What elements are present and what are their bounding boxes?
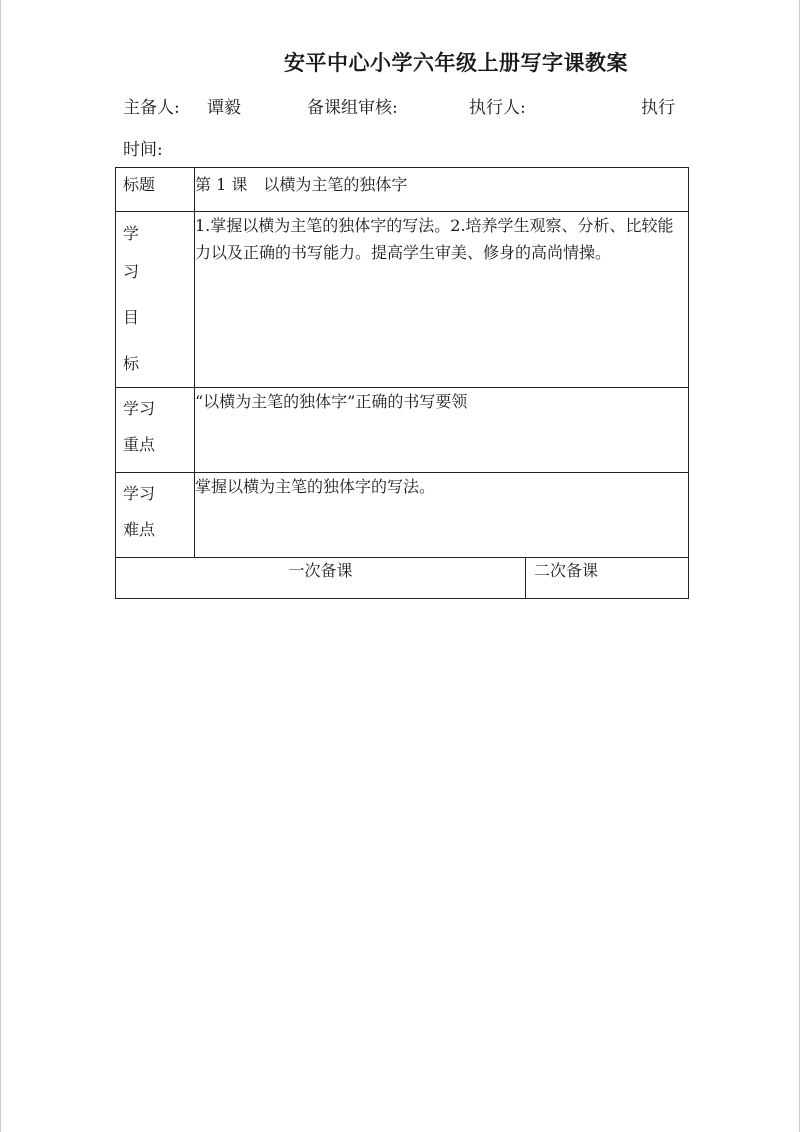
table-row-key-points xyxy=(116,388,689,473)
second-preparation-header: 二次备课 xyxy=(526,558,689,599)
table-row-title xyxy=(116,168,689,212)
exec-time-label-part2: 时间: xyxy=(123,140,163,160)
goals-label-char: 习 xyxy=(123,262,140,281)
table-row-difficulties xyxy=(116,473,689,558)
exec-time-label-part1: 执行 xyxy=(641,98,675,118)
reviewer-label: 备课组审核: xyxy=(307,98,398,118)
key-points-label-line: 学习 xyxy=(123,399,156,418)
executor-label: 执行人: xyxy=(469,98,526,118)
table-row-preparation xyxy=(116,558,689,599)
key-points-label-line: 重点 xyxy=(123,435,156,454)
difficulties-value: 掌握以横为主笔的独体字的写法。 xyxy=(195,473,689,558)
goals-label xyxy=(116,212,195,388)
key-points-label xyxy=(116,388,195,473)
goals-label-char: 标 xyxy=(123,354,140,373)
goals-label-char: 目 xyxy=(123,308,140,327)
preparer-name: 谭毅 xyxy=(207,98,241,118)
meta-line xyxy=(123,93,689,117)
goals-label-char: 学 xyxy=(123,224,140,243)
difficulties-label-line: 学习 xyxy=(123,484,156,503)
key-points-value: “以横为主笔的独体字”正确的书写要领 xyxy=(195,388,689,473)
difficulties-label-line: 难点 xyxy=(123,520,156,539)
document-title: 安平中心小学六年级上册写字课教案 xyxy=(284,50,628,75)
title-label: 标题 xyxy=(116,168,195,212)
preparer-label: 主备人: xyxy=(123,98,180,118)
lesson-plan-table xyxy=(115,167,689,599)
title-value: 第 1 课 以横为主笔的独体字 xyxy=(195,168,689,212)
difficulties-label xyxy=(116,473,195,558)
goals-value: 1.掌握以横为主笔的独体字的写法。2.培养学生观察、分析、比较能力以及正确的书写能力。提高学生审美、修身的高尚情操。 xyxy=(195,212,689,388)
table-row-goals xyxy=(116,212,689,388)
first-preparation-header: 一次备课 xyxy=(116,558,526,599)
